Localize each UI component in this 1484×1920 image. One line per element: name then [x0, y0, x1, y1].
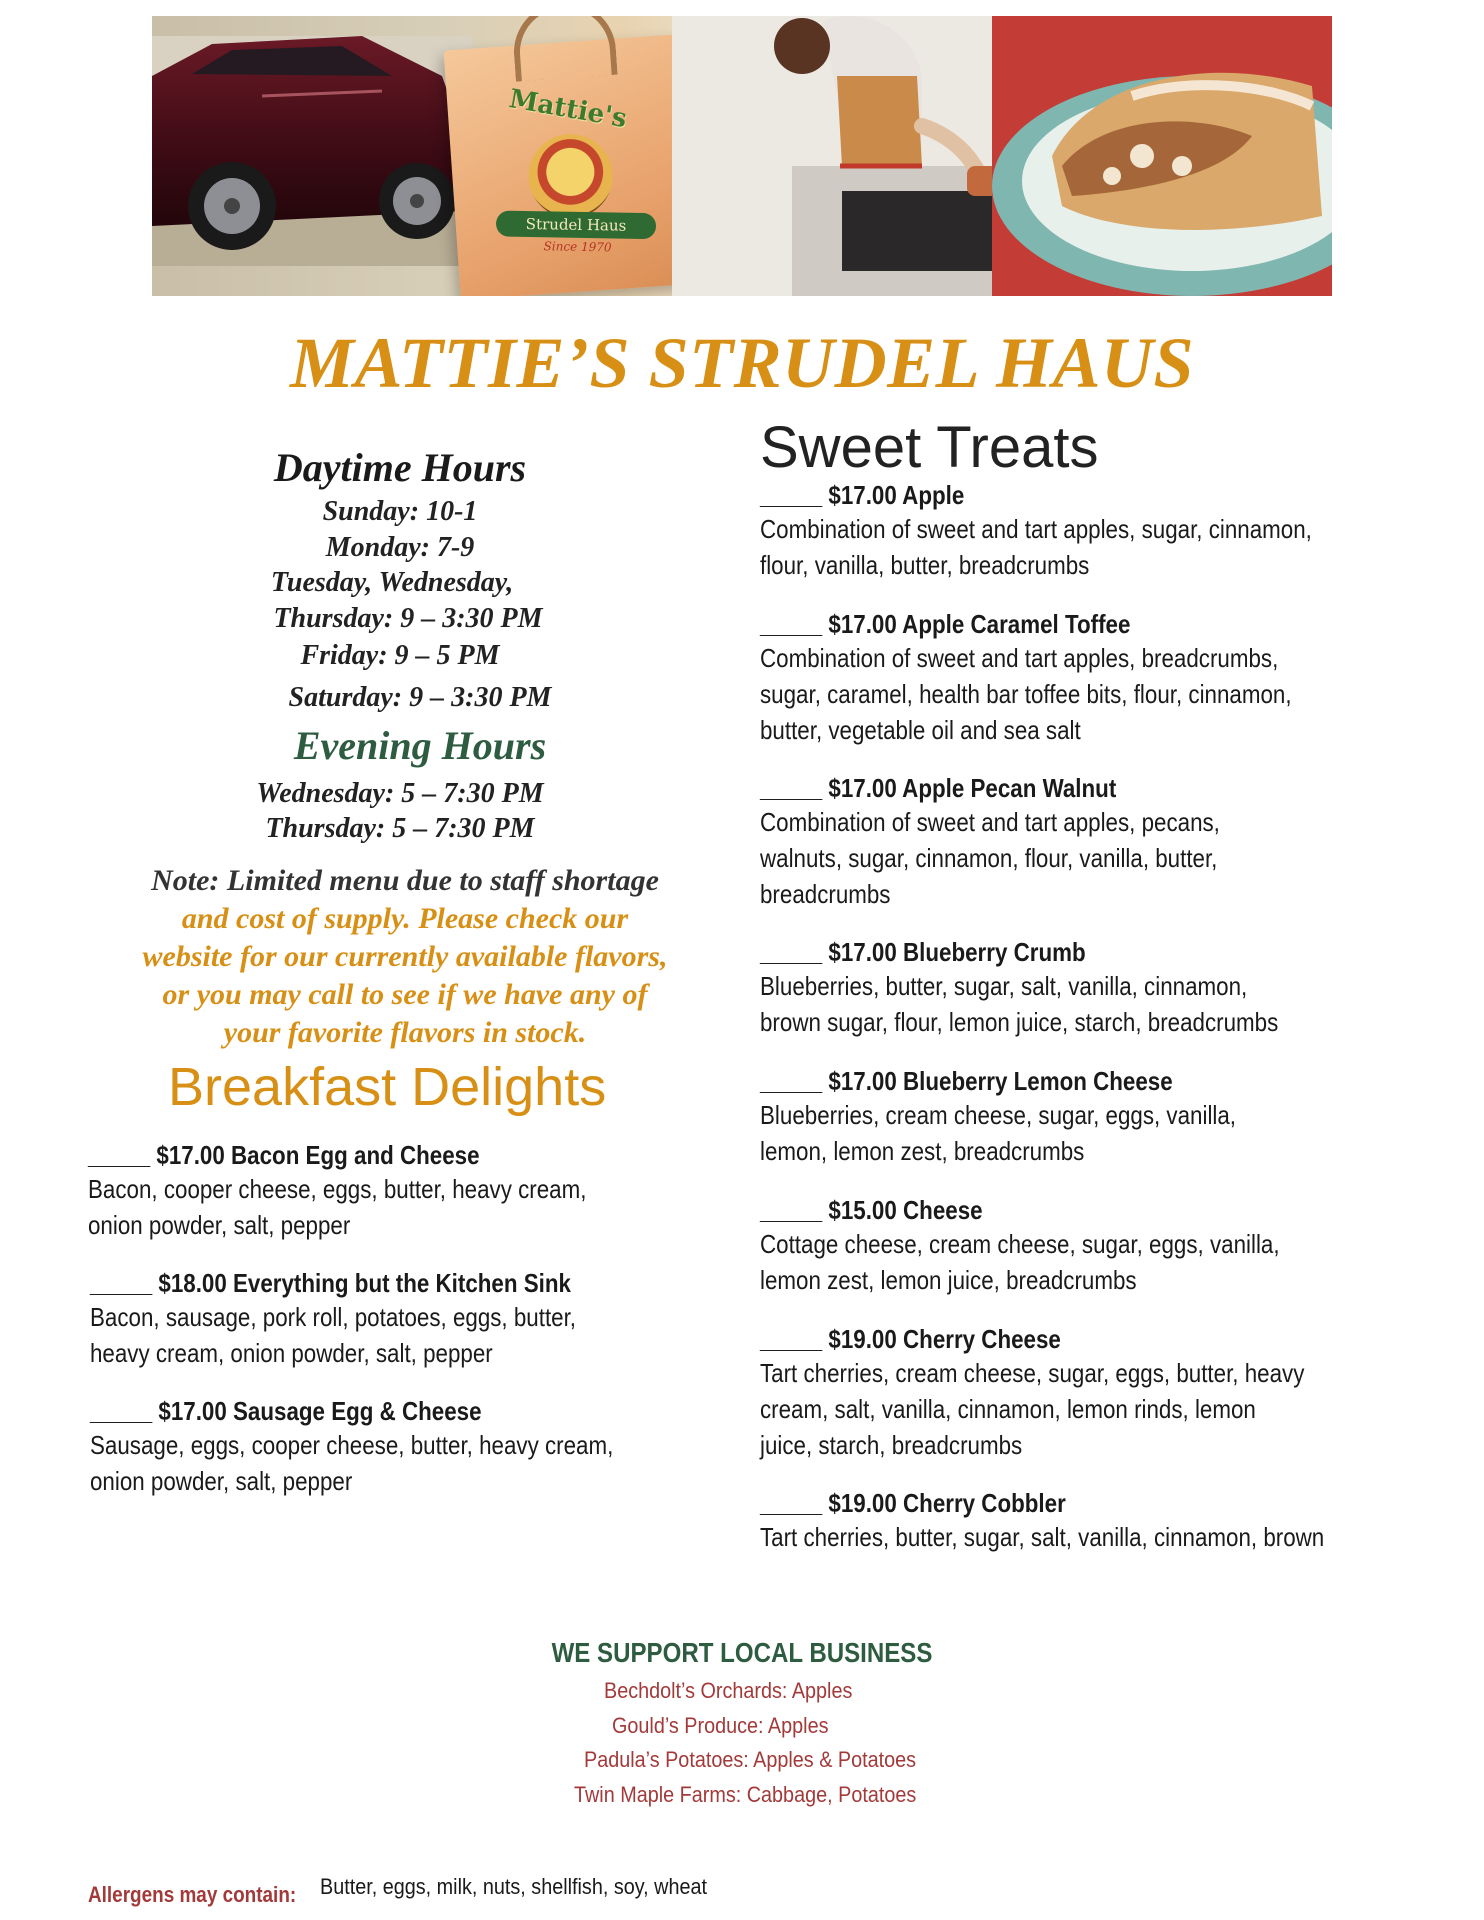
note-line: and cost of supply. Please check our [181, 902, 629, 935]
banner-photo-collage [152, 16, 1332, 296]
menu-item-price-name: $17.00 Sausage Egg & Cheese [158, 1396, 482, 1426]
hours-line: Tuesday, Wednesday, [270, 567, 514, 598]
local-business-line: Twin Maple Farms: Cabbage, Potatoes [574, 1782, 917, 1807]
note-line: website for our currently available flavors, [142, 940, 668, 973]
hours-line: Wednesday: 5 – 7:30 PM [256, 778, 544, 809]
hours-line: Thursday: 5 – 7:30 PM [265, 813, 535, 844]
logo-since: Since 1970 [543, 239, 612, 255]
menu-item [760, 480, 1402, 583]
order-blank[interactable]: _____ [760, 480, 823, 510]
menu-item-title [760, 480, 1312, 511]
menu-item-price-name: $17.00 Apple [828, 480, 965, 510]
menu-item-title [760, 773, 1220, 804]
menu-item-title [90, 1268, 576, 1299]
logo-medallion [526, 131, 616, 221]
menu-item-price-name: $17.00 Bacon Egg and Cheese [156, 1140, 480, 1170]
local-business-line: Bechdolt’s Orchards: Apples [604, 1678, 853, 1703]
menu-item-title [760, 1324, 1304, 1355]
menu-item-description: Blueberries, butter, sugar, salt, vanilla, cinnamon, brown sugar, flour, lemon juice, starch, breadcrumbs [760, 971, 1279, 1037]
menu-item [760, 1195, 1364, 1298]
menu-item [760, 773, 1295, 912]
menu-item [760, 1066, 1314, 1169]
order-blank[interactable]: _____ [760, 773, 823, 803]
hours-line: Thursday: 9 – 3:30 PM [273, 603, 543, 634]
menu-item [90, 1396, 699, 1499]
note-line: Note: Limited menu due to staff shortage [151, 864, 659, 897]
menu-item-title [760, 609, 1292, 640]
menu-item-price-name: $17.00 Blueberry Crumb [828, 937, 1086, 967]
page-title: MATTIE’S STRUDEL HAUS [289, 323, 1195, 403]
order-blank[interactable]: _____ [760, 609, 823, 639]
menu-item-price-name: $19.00 Cherry Cobbler [828, 1488, 1066, 1518]
menu-item-description: Bacon, cooper cheese, eggs, butter, heavy cream, onion powder, salt, pepper [88, 1174, 587, 1240]
menu-item [88, 1140, 668, 1243]
menu-item-description: Cottage cheese, cream cheese, sugar, eggs, vanilla, lemon zest, lemon juice, breadcrumbs [760, 1229, 1280, 1295]
daytime-hours-heading: Daytime Hours [273, 445, 527, 490]
hours-line: Monday: 7-9 [325, 532, 475, 563]
menu-item [760, 937, 1363, 1040]
hours-line: Sunday: 10-1 [322, 496, 478, 527]
menu-item [760, 609, 1378, 748]
menu-item [760, 1488, 1416, 1555]
baker-woman-image [672, 16, 1032, 296]
menu-item-title [760, 1488, 1324, 1519]
strudel-image [992, 16, 1332, 296]
local-business-line: Padula’s Potatoes: Apples & Potatoes [584, 1747, 917, 1772]
order-blank[interactable]: _____ [760, 937, 823, 967]
menu-item-price-name: $17.00 Blueberry Lemon Cheese [828, 1066, 1173, 1096]
shopping-bag-image [444, 34, 701, 296]
allergens-list: Butter, eggs, milk, nuts, shellfish, soy, wheat [320, 1874, 708, 1899]
menu-item-price-name: $19.00 Cherry Cheese [828, 1324, 1061, 1354]
menu-item-description: Bacon, sausage, pork roll, potatoes, eggs, butter, heavy cream, onion powder, salt, pepper [90, 1302, 577, 1368]
menu-item-description: Combination of sweet and tart apples, breadcrumbs, sugar, caramel, health bar toffee bits, flour, cinnamon, butter, vegetable oil and sea salt [760, 643, 1292, 745]
menu-item-price-name: $15.00 Cheese [828, 1195, 983, 1225]
allergens-label: Allergens may contain: [88, 1882, 297, 1907]
order-blank[interactable]: _____ [760, 1488, 823, 1518]
logo-name: Mattie's [506, 84, 629, 135]
note-line: your favorite flavors in stock. [223, 1016, 587, 1049]
bag-handle [511, 16, 618, 82]
car-image [152, 36, 472, 266]
order-blank[interactable]: _____ [760, 1195, 823, 1225]
sweet-treats-heading: Sweet Treats [760, 415, 1099, 480]
menu-item [90, 1268, 655, 1371]
menu-item-description: Sausage, eggs, cooper cheese, butter, heavy cream, onion powder, salt, pepper [90, 1430, 614, 1496]
menu-item-title [90, 1396, 613, 1427]
menu-item [760, 1324, 1393, 1463]
menu-item-description: Combination of sweet and tart apples, pecans, walnuts, sugar, cinnamon, flour, vanilla, butter, breadcrumbs [760, 807, 1220, 909]
menu-item-title [760, 1195, 1280, 1226]
menu-item-title [760, 1066, 1236, 1097]
hours-line: Saturday: 9 – 3:30 PM [288, 682, 552, 713]
hours-line: Friday: 9 – 5 PM [300, 640, 500, 671]
order-blank[interactable]: _____ [90, 1268, 153, 1298]
menu-item-description: Tart cherries, cream cheese, sugar, eggs, butter, heavy cream, salt, vanilla, cinnamon, lemon rinds, lemon juice, starch, breadcrumbs [760, 1358, 1305, 1460]
order-blank[interactable]: _____ [90, 1396, 153, 1426]
local-business-line: Gould’s Produce: Apples [612, 1713, 829, 1738]
menu-item-title [760, 937, 1278, 968]
local-business-heading: WE SUPPORT LOCAL BUSINESS [551, 1637, 933, 1668]
order-blank[interactable]: _____ [760, 1066, 823, 1096]
evening-hours-heading: Evening Hours [293, 723, 547, 768]
menu-item-price-name: $17.00 Apple Pecan Walnut [828, 773, 1117, 803]
menu-item-price-name: $18.00 Everything but the Kitchen Sink [158, 1268, 571, 1298]
menu-item-description: Combination of sweet and tart apples, sugar, cinnamon, flour, vanilla, butter, breadcrumbs [760, 514, 1312, 580]
logo-ribbon: Strudel Haus [496, 210, 656, 239]
menu-item-description: Blueberries, cream cheese, sugar, eggs, vanilla, lemon, lemon zest, breadcrumbs [760, 1100, 1237, 1166]
menu-item-description: Tart cherries, butter, sugar, salt, vanilla, cinnamon, brown [760, 1522, 1325, 1552]
menu-item-title [88, 1140, 586, 1171]
note-line: or you may call to see if we have any of [162, 978, 648, 1011]
menu-item-price-name: $17.00 Apple Caramel Toffee [828, 609, 1131, 639]
order-blank[interactable]: _____ [760, 1324, 823, 1354]
breakfast-heading: Breakfast Delights [168, 1057, 607, 1117]
order-blank[interactable]: _____ [88, 1140, 151, 1170]
